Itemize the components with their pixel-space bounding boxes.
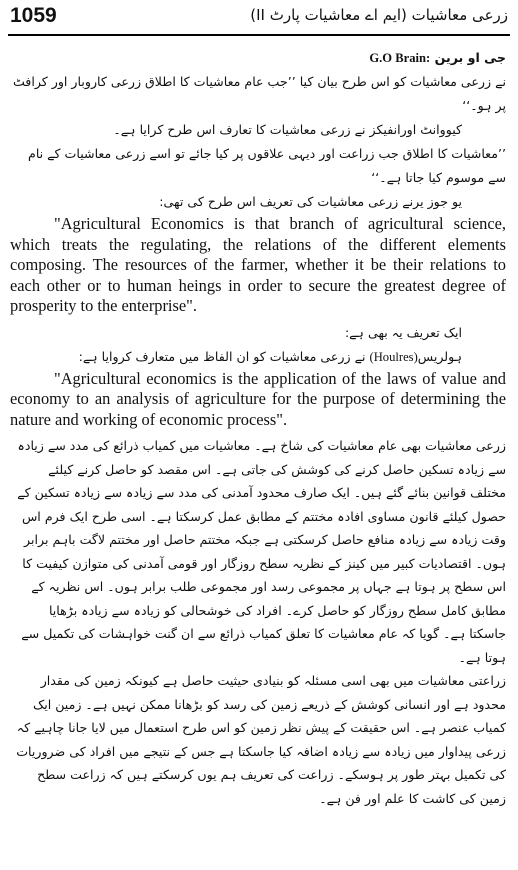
houlres-text-before: ہولریس	[417, 348, 462, 364]
yojoz-english-quote: "Agricultural Economics is that branch of agricultural science, which treats the regulating, the relations of the different elements composing. The resources of the farmer, whether it be their relations to each other or to human heings in order to secure the greatest degree of prosperity to the enterprise".	[10, 214, 506, 315]
running-title: زرعی معاشیات (ایم اے معاشیات پارٹ II)	[250, 6, 508, 24]
houlres-line	[10, 345, 506, 369]
page-content	[10, 46, 506, 810]
gobrain-definition: نے زرعی معاشیات کو اس طرح بیان کیا ’’جب عام معاشیات کا اطلاق زرعی کاروبار اور کرافٹ پر ہو۔‘‘	[12, 74, 506, 113]
houlres-latin: (Houlres)	[369, 349, 418, 364]
body-paragraph-2: زراعتی معاشیات میں بھی اسی مسئلہ کو بنیادی حیثیت حاصل ہے کیونکہ زمین کی مقدار محدود ہے اور انسانی کوشش کے ذریعے زمین کی رسد کو بڑھانا ممکن نہیں ہے۔ زمین ایک کمیاب عنصر ہے۔ اس حقیقت کے پیش نظر زمین کو اس طرح استعمال میں لایا جانا چاہیے کہ زرعی پیداوار میں زیادہ سے زیادہ اضافہ کیا جاسکتا ہے جس کے نتیجے میں افراد کی ضروریات کی تکمیل بہتر طور پر ہوسکے۔ زراعت کی تعریف ہم یوں کرسکتے ہیں کہ زراعت سطح زمین کی کاشت کا علم اور فن ہے۔	[16, 673, 506, 806]
houlres-english-quote: "Agricultural economics is the application of the laws of value and economy to an analysis of agriculture for the purpose of determining the nature and working of economic process".	[10, 368, 506, 429]
yojoz-intro: یو جوز یرنے زرعی معاشیات کی تعریف اس طرح کی تھی:	[159, 194, 462, 209]
gobrain-heading	[10, 46, 506, 70]
giovanni-intro: کیووانٹ اورانفیکز نے زرعی معاشیات کا تعارف اس طرح کرایا ہے۔	[113, 122, 462, 137]
gobrain-heading-latin: :G.O Brain	[369, 51, 431, 65]
houlres-text-after: نے زرعی معاشیات کو ان الفاظ میں متعارف کروایا ہے:	[78, 348, 366, 364]
page-header	[8, 4, 510, 36]
giovanni-quote: ’’معاشیات کا اطلاق جب زراعت اور دیہی علاقوں پر کیا جائے تو اسے زرعی معاشیات کے نام سے موسوم کیا جاتا ہے۔‘‘	[28, 146, 506, 185]
page-number: 1059	[10, 4, 57, 27]
body-paragraph-1: زرعی معاشیات بھی عام معاشیات کی شاخ ہے۔ معاشیات میں کمیاب ذرائع کی مدد سے زیادہ سے زیادہ تسکین حاصل کرنے کی کوشش کی جاتی ہے۔ اس مقصد کو حاصل کرنے کیلئے مختلف قوانین بنائے گئے ہیں۔ ایک صارف محدود آمدنی کی مدد سے زیادہ سے زیادہ تسکین کے حصول کیلئے قانون مساوی افادہ مختتم کے مطابق عمل کرسکتا ہے۔ اسی طرح ایک فرم اس وقت زیادہ سے زیادہ منافع حاصل کرسکتی ہے جبکہ مختتم حاصل اور مختتم لاگت باہم برابر ہوں۔ اقتصادیات کبیر میں کینز کے نظریہ سطح روزگار اور قومی آمدنی کی متوازن کیفیت کا اس سطح پر ہوتا ہے جہاں پر مجموعی رسد اور مجموعی طلب برابر ہوں۔ اس نظریہ کے مطابق کامل سطح روزگار کو حاصل کرے۔ افراد کی خوشحالی کو زیادہ سے زیادہ بڑھایا جاسکتا ہے۔ گویا کہ عام معاشیات کا تعلق کمیاب ذرائع سے ان گنت خواہشات کی تکمیل سے ہوتا ہے۔	[17, 438, 506, 665]
houlres-intro: ایک تعریف یہ بھی ہے:	[344, 324, 462, 340]
gobrain-heading-urdu: جی او برین	[434, 50, 506, 65]
